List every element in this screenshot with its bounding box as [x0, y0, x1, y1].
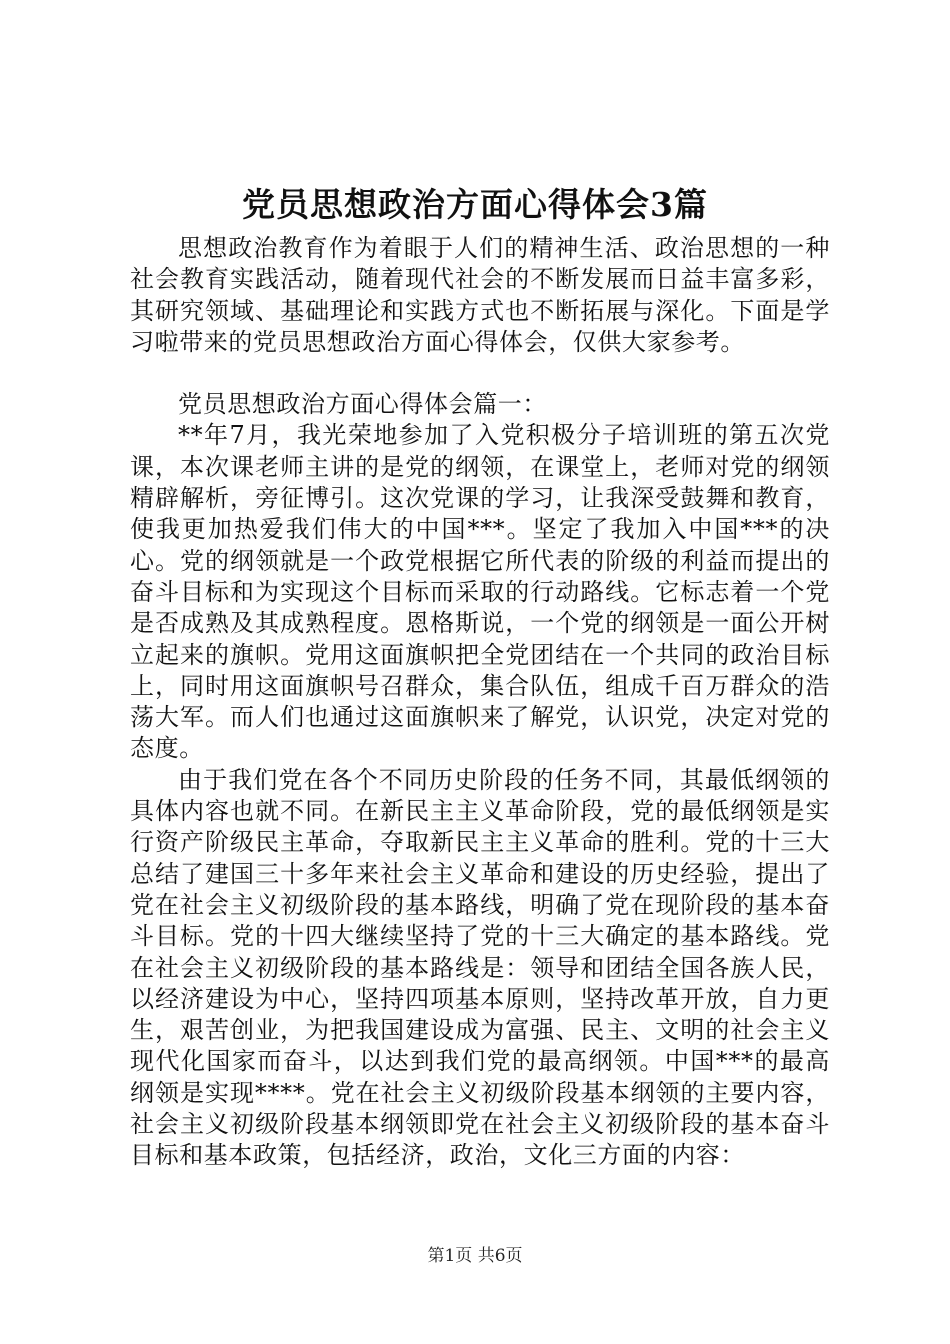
- page-footer: 第1页 共6页: [427, 1246, 523, 1266]
- body-paragraph: 由于我们党在各个不同历史阶段的任务不同，其最低纲领的具体内容也就不同。在新民主主义革命阶段，党的最低纲领是实行资产阶级民主革命，夺取新民主主义革命的胜利。党的十三大总结了建国三十多年来社会主义革命和建设的历史经验，提出了党在社会主义初级阶段的基本路线，明确了党在现阶段的基本奋斗目标。党的十四大继续坚持了党的十三大确定的基本路线。党在社会主义初级阶段的基本路线是：领导和团结全国各族人民，以经济建设为中心，坚持四项基本原则，坚持改革开放，自力更生，艰苦创业，为把我国建设成为富强、民主、文明的社会主义现代化国家而奋斗，以达到我们党的最高纲领。中国***的最高纲领是实现****。党在社会主义初级阶段基本纲领的主要内容，社会主义初级阶段基本纲领即党在社会主义初级阶段的基本奋斗目标和基本政策，包括经济，政治，文化三方面的内容：: [130, 765, 830, 1170]
- section-heading: 党员思想政治方面心得体会篇一：: [178, 390, 547, 419]
- intro-paragraph: 思想政治教育作为着眼于人们的精神生活、政治思想的一种社会教育实践活动，随着现代社会的不断发展而日益丰富多彩，其研究领域、基础理论和实践方式也不断拓展与深化。下面是学习啦带来的党员思想政治方面心得体会，仅供大家参考。: [130, 234, 830, 356]
- body-paragraph: **年7月，我光荣地参加了入党积极分子培训班的第五次党课，本次课老师主讲的是党的纲领，在课堂上，老师对党的纲领精辟解析，旁征博引。这次党课的学习，让我深受鼓舞和教育，使我更加热爱我们伟大的中国***。坚定了我加入中国***的决心。党的纲领就是一个政党根据它所代表的阶级的利益而提出的奋斗目标和为实现这个目标而采取的行动路线。它标志着一个党是否成熟及其成熟程度。恩格斯说，一个党的纲领是一面公开树立起来的旗帜。党用这面旗帜把全党团结在一个共同的政治目标上，同时用这面旗帜号召群众，集合队伍，组成千百万群众的浩荡大军。而人们也通过这面旗帜来了解党，认识党，决定对党的态度。: [130, 421, 830, 763]
- document-body: [130, 233, 830, 1172]
- document-title: 党员思想政治方面心得体会3篇: [242, 185, 708, 224]
